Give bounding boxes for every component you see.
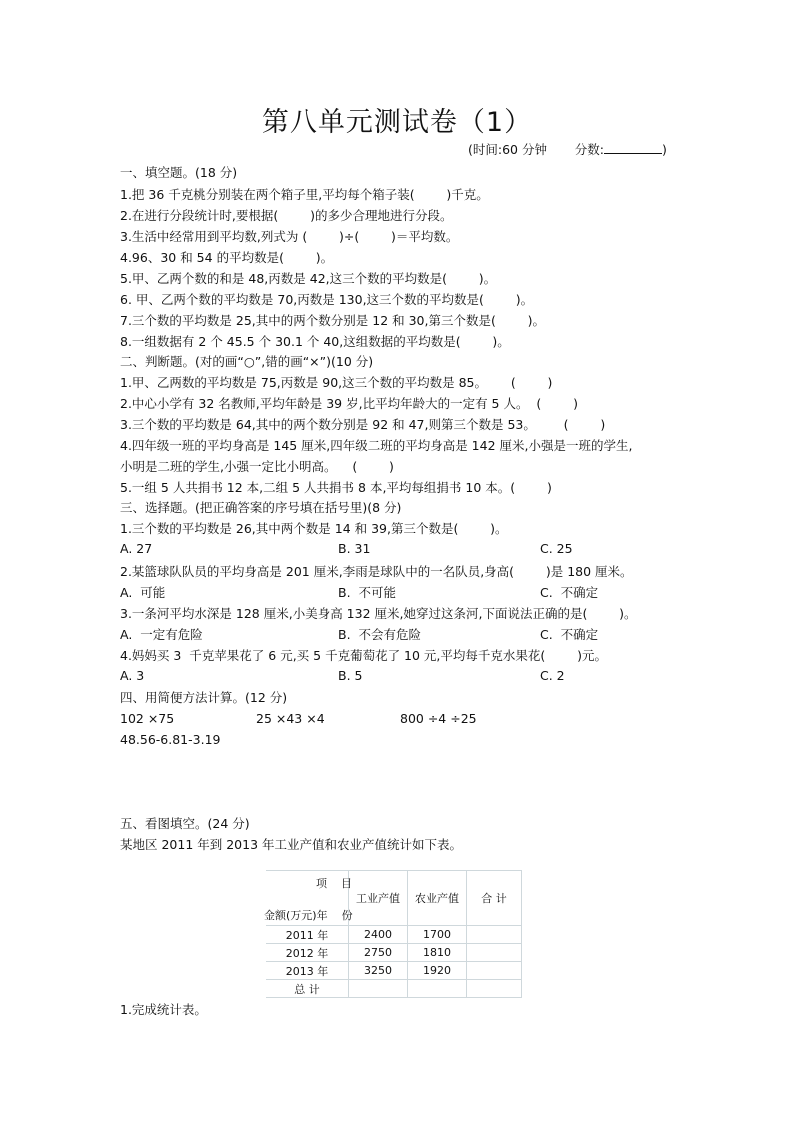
fill-question-2: 2.在进行分段统计时,要根据( )的多少合理地进行分段。 [120,208,453,223]
cell-industry: 3250 [349,962,408,980]
judge-question-2: 2.中心小学有 32 名教师,平均年龄是 39 岁,比平均年龄大的一定有 5 人。 ( ) [120,396,578,411]
section-5-heading: 五、看图填空。(24 分) [120,816,250,831]
row-year: 2011 年 [266,926,349,944]
table-row [266,926,522,944]
choice-2-option-b: B. 不可能 [338,585,396,600]
choice-2-option-c: C. 不确定 [540,585,599,600]
col-header-total: 合 计 [467,871,522,926]
choice-1-option-b: B. 31 [338,541,371,556]
choice-4-option-b: B. 5 [338,668,363,683]
page-title: 第八单元测试卷（1） [261,107,533,138]
section-1-heading: 一、填空题。(18 分) [120,165,238,180]
table-header-row [266,871,522,926]
cell-industry: 2750 [349,944,408,962]
fill-question-6: 6. 甲、乙两个数的平均数是 70,丙数是 130,这三个数的平均数是( )。 [120,292,534,307]
choice-question-2: 2.某篮球队队员的平均身高是 201 厘米,李雨是球队中的一名队员,身高( )是 180 厘米。 [120,564,633,579]
cell-total[interactable] [467,980,522,998]
judge-question-4-cont: 小明是二班的学生,小强一定比小明高。 ( ) [120,459,394,474]
table-row-total [266,980,522,998]
choice-3-option-c: C. 不确定 [540,627,599,642]
judge-question-3: 3.三个数的平均数是 64,其中的两个数分别是 92 和 47,则第三个数是 53。 ( ) [120,417,606,432]
choice-1-option-c: C. 25 [540,541,573,556]
row-year: 2012 年 [266,944,349,962]
cell-total[interactable] [467,926,522,944]
cell-total[interactable] [467,962,522,980]
fill-question-1: 1.把 36 千克桃分别装在两个箱子里,平均每个箱子装( )千克。 [120,187,489,202]
cell-industry: 2400 [349,926,408,944]
cell-industry[interactable] [349,980,408,998]
fill-question-4: 4.96、30 和 54 的平均数是( )。 [120,250,334,265]
cell-total[interactable] [467,944,522,962]
choice-3-option-b: B. 不会有危险 [338,627,421,642]
col-header-industry: 工业产值 [349,871,408,926]
cell-agriculture: 1920 [408,962,467,980]
section-4-heading: 四、用简便方法计算。(12 分) [120,690,288,705]
choice-3-option-a: A. 一定有危险 [120,627,203,642]
cell-agriculture[interactable] [408,980,467,998]
judge-question-4: 4.四年级一班的平均身高是 145 厘米,四年级二班的平均身高是 142 厘米,小强是一班的学生, [120,438,633,453]
table-row [266,944,522,962]
cell-agriculture: 1810 [408,944,467,962]
section-2-heading: 二、判断题。(对的画“○”,错的画“×”)(10 分) [120,354,374,369]
fill-question-5: 5.甲、乙两个数的和是 48,丙数是 42,这三个数的平均数是( )。 [120,271,497,286]
cell-agriculture: 1700 [408,926,467,944]
diagonal-header-cell [264,871,353,926]
choice-question-3: 3.一条河平均水深是 128 厘米,小美身高 132 厘米,她穿过这条河,下面说法正确的是( )。 [120,606,637,621]
row-year: 2013 年 [266,962,349,980]
fill-question-8: 8.一组数据有 2 个 45.5 个 30.1 个 40,这组数据的平均数是( )。 [120,334,510,349]
stats-table [266,870,522,998]
time-limit: (时间:60 分钟 [468,142,547,157]
section-3-heading: 三、选择题。(把正确答案的序号填在括号里)(8 分) [120,500,402,515]
diag-bottom-label: 金额(万元)年 份 [264,909,353,922]
calc-expression-1: 102 ×75 [120,711,175,726]
calc-expression-4: 48.56-6.81-3.19 [120,732,221,747]
calc-expression-2: 25 ×43 ×4 [256,711,325,726]
choice-question-1: 1.三个数的平均数是 26,其中两个数是 14 和 39,第三个数是( )。 [120,521,508,536]
col-header-agriculture: 农业产值 [408,871,467,926]
judge-question-5: 5.一组 5 人共捐书 12 本,二组 5 人共捐书 8 本,平均每组捐书 10 本。( ) [120,480,552,495]
table-intro: 某地区 2011 年到 2013 年工业产值和农业产值统计如下表。 [120,837,463,852]
calc-expression-3: 800 ÷4 ÷25 [400,711,477,726]
choice-4-option-a: A. 3 [120,668,145,683]
choice-1-option-a: A. 27 [120,541,153,556]
choice-2-option-a: A. 可能 [120,585,166,600]
fill-question-3: 3.生活中经常用到平均数,列式为 ( )÷( )＝平均数。 [120,229,459,244]
choice-question-4: 4.妈妈买 3 千克苹果花了 6 元,买 5 千克葡萄花了 10 元,平均每千克水果花( )元。 [120,648,607,663]
choice-4-option-c: C. 2 [540,668,565,683]
score-label: 分数: [574,142,605,157]
exam-info: (时间:60 分钟 分数: ) [468,142,667,157]
judge-question-1: 1.甲、乙两数的平均数是 75,丙数是 90,这三个数的平均数是 85。 ( ) [120,375,553,390]
table-question-1: 1.完成统计表。 [120,1002,207,1017]
diag-top-label: 项 目 [316,877,352,890]
row-year: 总 计 [266,980,349,998]
score-blank[interactable] [604,141,662,154]
table-row [266,962,522,980]
fill-question-7: 7.三个数的平均数是 25,其中的两个数分别是 12 和 30,第三个数是( )。 [120,313,546,328]
